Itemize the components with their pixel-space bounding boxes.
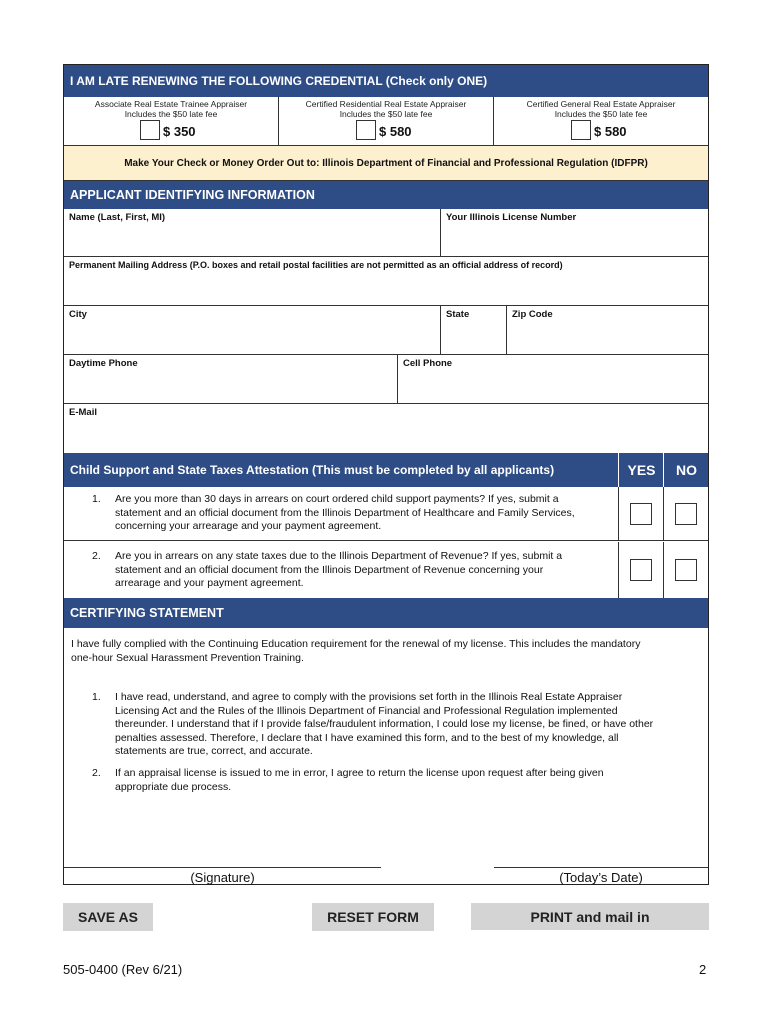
form-number: 505-0400 (Rev 6/21) — [63, 962, 183, 977]
column-divider — [663, 487, 664, 541]
certifying-intro — [71, 638, 701, 665]
option-name: Certified General Real Estate Appraiser — [526, 99, 676, 109]
child-support-no-checkbox[interactable] — [675, 503, 697, 525]
question-line: Are you more than 30 days in arrears on court ordered child support payments? If yes, submit a — [115, 493, 559, 505]
zip-code-label: Zip Code — [512, 309, 553, 320]
intro-line: one-hour Sexual Harassment Prevention Training. — [71, 651, 304, 664]
no-column-label: NO — [663, 453, 709, 487]
daytime-phone-field[interactable] — [64, 355, 398, 404]
residential-price: $ 580 — [379, 124, 412, 139]
credential-header-text: I AM LATE RENEWING THE FOLLOWING CREDENTIAL (Check only ONE) — [70, 74, 488, 88]
statement-line: Licensing Act and the Rules of the Illinois Department of Financial and Professional Regulation implemented — [115, 704, 618, 717]
general-price: $ 580 — [594, 124, 627, 139]
mailing-address-field[interactable] — [64, 257, 708, 306]
question-line: Are you in arrears on any state taxes due to the Illinois Department of Revenue? If yes, submit a — [115, 550, 563, 562]
city-label: City — [69, 309, 87, 320]
applicant-header-text: APPLICANT IDENTIFYING INFORMATION — [70, 188, 315, 202]
statement-line: thereunder. I understand that if I provide false/fraudulent information, I could lose my license, be fined, or have other — [115, 718, 654, 730]
signature-line[interactable] — [64, 867, 381, 868]
print-label: PRINT and mail in — [530, 908, 650, 925]
credential-header — [64, 65, 708, 97]
license-number-field[interactable] — [441, 209, 708, 257]
state-taxes-yes-checkbox[interactable] — [630, 559, 652, 581]
email-label: E-Mail — [69, 407, 97, 418]
child-support-yes-checkbox[interactable] — [630, 503, 652, 525]
question-number: 1. — [92, 493, 101, 505]
license-number-label: Your Illinois License Number — [446, 212, 577, 223]
print-button[interactable] — [471, 903, 709, 930]
intro-line: I have fully complied with the Continuing Education requirement for the renewal of my license. This includes the mandatory — [71, 638, 641, 650]
question-line: statement and an official document from the Illinois Department of Revenue concerning your — [115, 563, 544, 576]
mailing-address-label: Permanent Mailing Address (P.O. boxes and retail postal facilities are not permitted as an official address of record) — [69, 260, 563, 270]
statement-line: penalties assessed. Therefore, I declare that I have examined this form, and to the best of my knowledge, all — [115, 731, 619, 744]
page-number: 2 — [699, 962, 707, 977]
attestation-question-1 — [64, 487, 708, 541]
option-fee-note: Includes the $50 late fee — [554, 109, 648, 119]
cell-phone-label: Cell Phone — [403, 358, 453, 369]
yes-column-label: YES — [618, 453, 664, 487]
state-taxes-no-checkbox[interactable] — [675, 559, 697, 581]
reset-form-button[interactable] — [312, 903, 434, 931]
statement-number: 1. — [92, 691, 101, 703]
column-divider — [618, 542, 619, 598]
statement-line: statements are true, correct, and accurate. — [115, 745, 313, 757]
attestation-question-2 — [64, 542, 708, 598]
save-as-label: SAVE AS — [78, 909, 138, 925]
statement-line: appropriate due process. — [115, 780, 232, 793]
general-checkbox[interactable] — [571, 120, 591, 140]
certifying-header — [64, 598, 708, 628]
applicant-header — [64, 181, 708, 209]
option-fee-note: Includes the $50 late fee — [339, 109, 433, 119]
payment-note — [64, 145, 708, 181]
question-text — [115, 493, 615, 534]
statement-2 — [115, 767, 705, 794]
reset-form-label: RESET FORM — [327, 909, 419, 925]
attestation-header-text: Child Support and State Taxes Attestation (This must be completed by all applicants) — [70, 463, 555, 477]
statement-line: I have read, understand, and agree to comply with the provisions set forth in the Illinois Real Estate Appraiser — [115, 691, 623, 703]
certifying-header-text: CERTIFYING STATEMENT — [70, 606, 224, 620]
trainee-price: $ 350 — [163, 124, 196, 139]
save-as-button[interactable] — [63, 903, 153, 931]
payment-note-text: Make Your Check or Money Order Out to: Illinois Department of Financial and Professional Regulation (IDFPR) — [124, 157, 648, 169]
question-line: concerning your arrearage and your payment agreement. — [115, 520, 382, 532]
signature-label: (Signature) — [190, 870, 255, 885]
residential-checkbox[interactable] — [356, 120, 376, 140]
question-line: arrearage and your payment agreement. — [115, 577, 304, 589]
attestation-header — [64, 453, 708, 487]
date-line[interactable] — [494, 867, 708, 868]
question-number: 2. — [92, 550, 101, 562]
state-label: State — [446, 309, 470, 320]
cell-phone-field[interactable] — [398, 355, 708, 404]
option-fee-note: Includes the $50 late fee — [124, 109, 218, 119]
trainee-checkbox[interactable] — [140, 120, 160, 140]
zip-code-field[interactable] — [507, 306, 708, 355]
statement-line: If an appraisal license is issued to me in error, I agree to return the license upon request after being given — [115, 767, 604, 779]
daytime-phone-label: Daytime Phone — [69, 358, 138, 369]
column-divider — [663, 542, 664, 598]
date-label: (Today’s Date) — [559, 870, 643, 885]
state-field[interactable] — [441, 306, 507, 355]
statement-number: 2. — [92, 767, 101, 779]
question-line: statement and an official document from the Illinois Department of Healthcare and Family Services, — [115, 506, 575, 519]
email-field[interactable] — [64, 404, 708, 453]
name-field[interactable] — [64, 209, 441, 257]
question-text — [115, 550, 615, 591]
renewal-form — [63, 64, 709, 885]
option-name: Associate Real Estate Trainee Appraiser — [94, 99, 248, 109]
statement-1 — [115, 691, 705, 759]
city-field[interactable] — [64, 306, 441, 355]
column-divider — [618, 487, 619, 541]
option-name: Certified Residential Real Estate Appraiser — [305, 99, 467, 109]
name-label: Name (Last, First, MI) — [69, 212, 166, 223]
